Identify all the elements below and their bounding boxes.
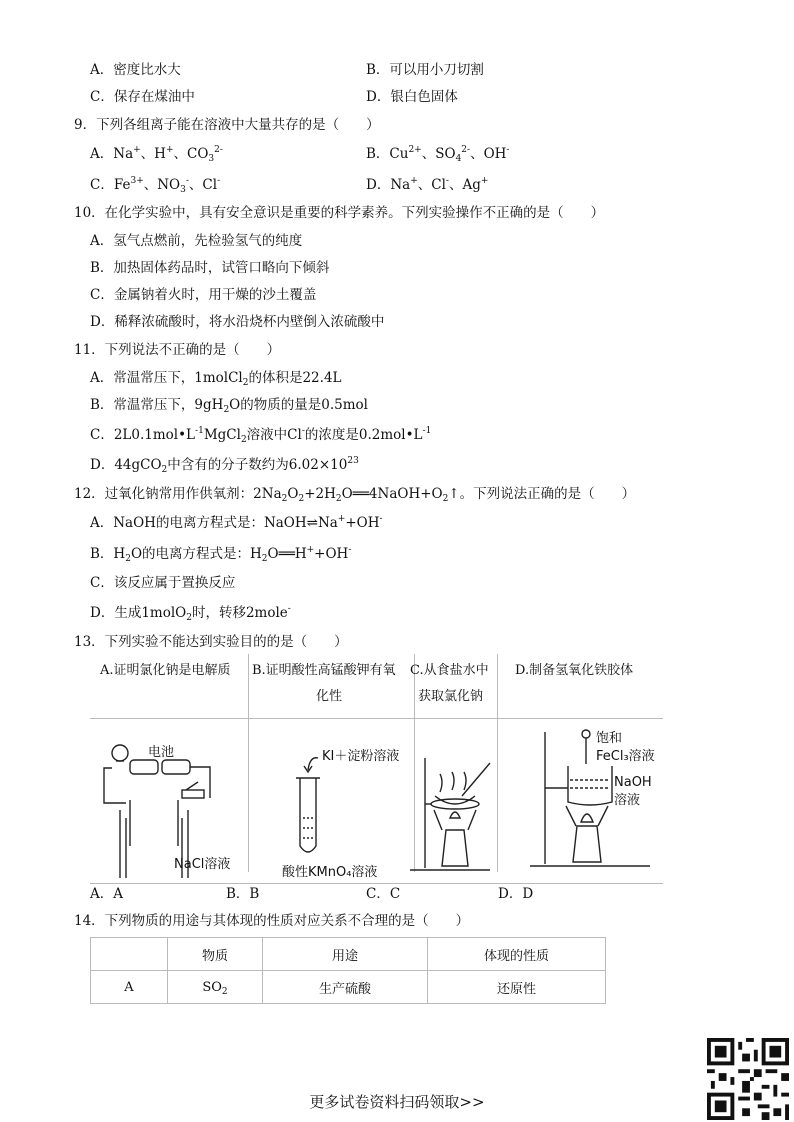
q13-answer-b: B．B <box>226 886 260 902</box>
table-header-cell: 体现的性质 <box>428 938 606 971</box>
table-cell-substance: $SO_2$ <box>168 971 263 1004</box>
q10-option-c: C．金属钠着火时，用干燥的沙土覆盖 <box>90 287 317 303</box>
table-cell-label: A <box>91 971 168 1004</box>
label-fecl3-2: FeCl₃溶液 <box>596 749 655 764</box>
q14-stem: 14．下列物质的用途与其体现的性质对应关系不合理的是（ ） <box>74 913 470 929</box>
q10-option-b: B．加热固体药品时，试管口略向下倾斜 <box>90 260 330 276</box>
q13-stem: 13．下列实验不能达到实验目的的是（ ） <box>74 634 348 650</box>
q10-stem: 10．在化学实验中，具有安全意识是重要的科学素养。下列实验操作不正确的是（ ） <box>74 205 605 221</box>
q12-option-b: B．$H_2O$的电离方程式是：$H_2O══H^++OH^-$ <box>90 545 352 564</box>
q13-header-a: A.证明氯化钠是电解质 <box>100 663 231 678</box>
q8-option-d: D．银白色固体 <box>366 89 458 105</box>
q13-answer-a: A．A <box>90 886 123 902</box>
label-fecl3-1: 饱和 <box>596 731 623 746</box>
q13-apparatus-drawings <box>90 718 663 878</box>
label-battery: 电池 <box>148 745 175 760</box>
table-header-cell <box>91 938 168 971</box>
q12-option-d: D．生成1molO$_2$时，转移2mole- <box>90 604 291 623</box>
q9-option-b: B．$Cu^{2+}$、$SO_4^{2-}$、OH- <box>366 145 510 164</box>
q9-option-d: D．Na+、Cl-、Ag+ <box>366 176 489 193</box>
test-tube-apparatus <box>296 758 320 852</box>
table-header-cell: 用途 <box>263 938 428 971</box>
label-nacl: NaCl溶液 <box>174 857 231 872</box>
table-cell-property: 还原性 <box>428 971 606 1004</box>
footer-text[interactable]: 更多试卷资料扫码领取>> <box>309 1093 485 1111</box>
q13-header-b1: B.证明酸性高锰酸钾有氧 <box>252 663 396 678</box>
q12-option-a: A．NaOH的电离方程式是：NaOH⇌Na++OH- <box>90 514 383 531</box>
q13-answer-c: C．C <box>366 886 401 902</box>
q13-header-c2: 获取氯化钠 <box>418 689 484 704</box>
q10-option-d: D．稀释浓硫酸时，将水沿烧杯内壁倒入浓硫酸中 <box>90 314 385 330</box>
label-ki: KI＋淀粉溶液 <box>322 749 400 764</box>
table-header-cell: 物质 <box>168 938 263 971</box>
q11-option-a: A．常温常压下，1molCl$_2$的体积是22.4L <box>90 370 342 388</box>
q13-header-d: D.制备氢氧化铁胶体 <box>515 663 634 678</box>
q9-option-c: C．$Fe^{3+}$、$NO_3^-$、Cl- <box>90 176 221 195</box>
q13-answer-d: D．D <box>498 886 534 902</box>
evaporation-apparatus <box>410 758 490 870</box>
q12-stem: 12．过氧化钠常用作供氧剂：$2Na_2O_2+2H_2O══4NaOH+O_2↑$。下列说法正确的是（ ） <box>74 486 636 504</box>
q8-option-b: B．可以用小刀切割 <box>366 62 484 78</box>
q13-header-c1: C.从食盐水中 <box>410 663 489 678</box>
q11-option-d: D．44gCO$_2$中含有的分子数约为$6.02\times 10^{23}$ <box>90 456 359 475</box>
label-naoh-2: 溶液 <box>614 793 641 808</box>
q9-option-a: A．Na+、H+、$CO_3^{2-}$ <box>90 145 223 164</box>
q13-header-b2: 化性 <box>316 689 343 704</box>
q8-option-c: C．保存在煤油中 <box>90 89 195 105</box>
label-naoh-1: NaOH <box>614 775 652 790</box>
q9-stem: 9．下列各组离子能在溶液中大量共存的是（ ） <box>74 117 380 133</box>
table-row <box>91 971 606 1004</box>
q14-property-table <box>90 937 606 1004</box>
q13-experiment-table <box>90 654 663 884</box>
q10-option-a: A．氢气点燃前，先检验氢气的纯度 <box>90 233 303 249</box>
q11-stem: 11．下列说法不正确的是（ ） <box>74 342 281 358</box>
table-row <box>91 938 606 971</box>
q11-option-c: C．$2L0.1mol•L^{-1}MgCl_2$溶液中Cl-的浓度是$0.2mol•L^{-1}$ <box>90 426 432 445</box>
table-cell-use: 生产硫酸 <box>263 971 428 1004</box>
label-kmno4: 酸性KMnO₄溶液 <box>282 865 378 878</box>
q12-option-c: C．该反应属于置换反应 <box>90 575 236 591</box>
q8-option-a: A．密度比水大 <box>90 62 181 78</box>
q11-option-b: B．常温常压下，$9gH_2O$的物质的量是0.5mol <box>90 397 368 415</box>
